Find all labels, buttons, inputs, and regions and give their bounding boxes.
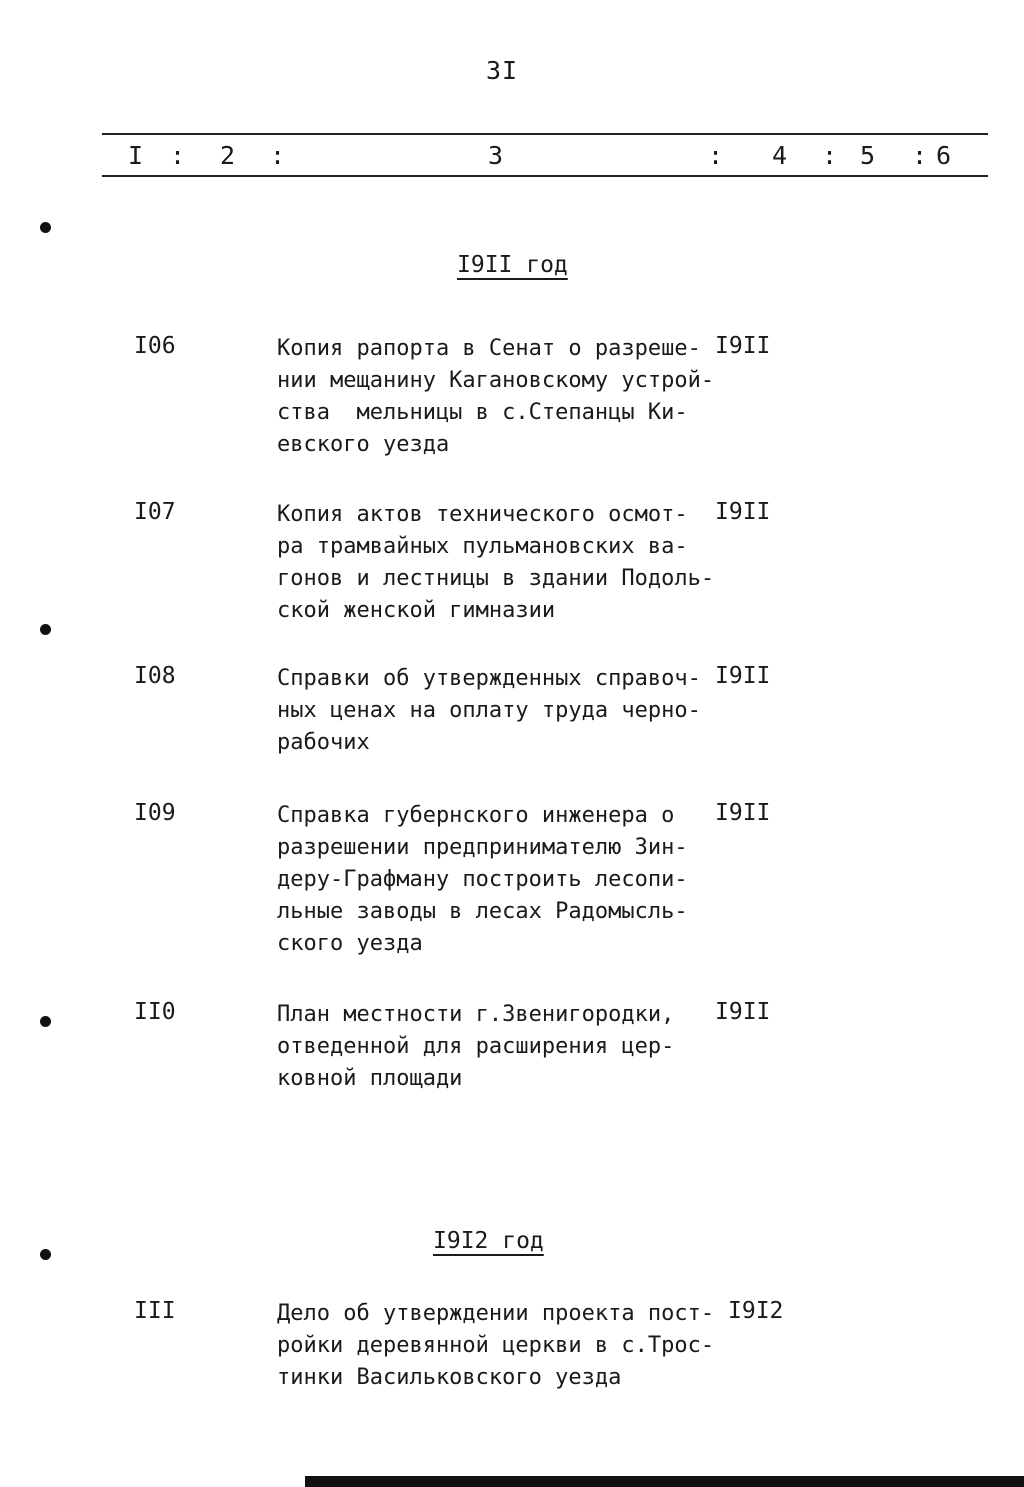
entry-title: План местности г.Звенигородки, отведенной для расширения цер- ковной площади <box>277 1002 675 1091</box>
column-header-2: 2 <box>220 141 236 170</box>
column-separator: : <box>912 141 928 170</box>
entry-year: I9II <box>715 800 771 826</box>
header-rule-top <box>102 133 988 135</box>
margin-punch-hole <box>40 1249 51 1260</box>
page-number: 3I <box>486 56 519 85</box>
entry-year: I9II <box>715 999 771 1025</box>
entry-year: I9II <box>715 499 771 525</box>
entry-title: Копия актов технического осмот- ра трамвайных пульмановских ва- гонов и лестницы в здании Подоль- ской женской гимназии <box>277 502 715 623</box>
column-header-4: 4 <box>772 141 788 170</box>
entry-number: I08 <box>134 663 176 689</box>
column-separator: : <box>270 141 286 170</box>
margin-punch-hole <box>40 222 51 233</box>
entry-year: I9II <box>715 663 771 689</box>
entry-number: I09 <box>134 800 176 826</box>
entry-number: II0 <box>134 999 176 1025</box>
column-separator: : <box>822 141 838 170</box>
entry-title: Справки об утвержденных справоч- ных ценах на оплату труда черно- рабочих <box>277 666 701 755</box>
column-separator: : <box>170 141 186 170</box>
column-header-6: 6 <box>936 141 952 170</box>
column-header-1: I <box>128 141 144 170</box>
column-header-5: 5 <box>860 141 876 170</box>
entry-title: Справка губернского инженера о разрешении предпринимателю Зин- деру-Графману построить лесопи- льные заводы в лесах Радомысль- ского уезда <box>277 803 688 956</box>
entry-number: III <box>134 1298 176 1324</box>
entry-number: I07 <box>134 499 176 525</box>
scan-edge-bar <box>305 1476 1024 1487</box>
year-heading-1911: I9II год <box>457 252 568 278</box>
entry-title: Дело об утверждении проекта пост- ройки деревянной церкви в с.Трос- тинки Васильковского уезда <box>277 1301 715 1390</box>
column-separator: : <box>708 141 724 170</box>
entry-year: I9II <box>715 333 771 359</box>
year-heading-1912: I9I2 год <box>433 1228 544 1254</box>
margin-punch-hole <box>40 624 51 635</box>
column-header-3: 3 <box>488 141 504 170</box>
entry-number: I06 <box>134 333 176 359</box>
entry-title: Копия рапорта в Сенат о разреше- нии мещанину Кагановскому устрой- ства мельницы в с.Степанцы Ки- евского уезда <box>277 336 715 457</box>
entry-year: I9I2 <box>728 1298 784 1324</box>
header-rule-bottom <box>102 175 988 177</box>
margin-punch-hole <box>40 1016 51 1027</box>
